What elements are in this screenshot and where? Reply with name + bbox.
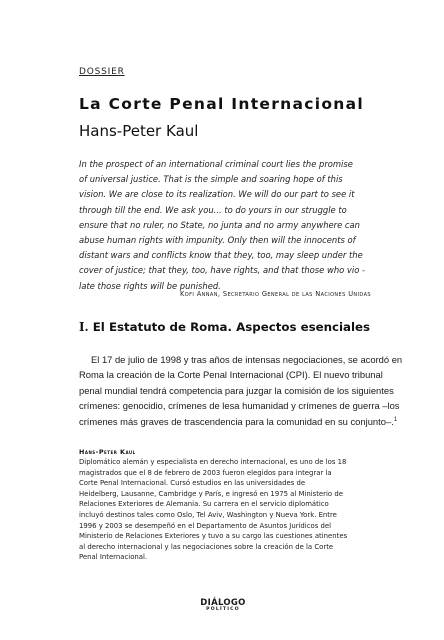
body-line: El 17 de julio de 1998 y tras años de intensas negociaciones, se acordó en bbox=[91, 354, 403, 365]
body-paragraph bbox=[79, 352, 403, 429]
bio-line: Relaciones Exteriores de Alemania. Su carrera en el servicio diplomático bbox=[79, 500, 329, 509]
epigraph-line: of universal justice. That is the simple and soaring hope of this bbox=[79, 174, 343, 185]
epigraph-line: vision. We are close to its realization. We will do our part to see it bbox=[79, 189, 355, 200]
body-line: penal mundial tendrá competencia para juzgar la comisión de los siguientes bbox=[79, 384, 394, 396]
bio-text bbox=[79, 457, 375, 563]
logo-top-text: DIÁLOGO bbox=[200, 598, 246, 608]
bio-line: incluyó destinos tales como Oslo, Tel Aviv, Washington y Nueva York. Entre bbox=[79, 510, 337, 519]
body-line-text: crímenes más graves de trascendencia para la comunidad en su conjunto–. bbox=[79, 415, 394, 427]
section-label: DOSSIER bbox=[79, 67, 125, 77]
bio-line: Ministerio de Relaciones Exteriores y tuvo a su cargo las cuestiones atinentes bbox=[79, 532, 348, 541]
epigraph-line: through till the end. We ask you... to do yours in our struggle to bbox=[79, 204, 347, 215]
footnote-reference[interactable]: 1 bbox=[393, 416, 398, 423]
section-heading-text: El Estatuto de Roma. Aspectos esenciales bbox=[92, 320, 371, 334]
publication-logo bbox=[196, 598, 250, 612]
bio-line: magistrados que el 8 de febrero de 2003 fueron elegidos para integrar la bbox=[79, 468, 332, 477]
epigraph bbox=[79, 157, 371, 294]
article-title: La Corte Penal Internacional bbox=[79, 95, 365, 113]
bio-line: Diplomático alemán y especialista en derecho internacional, es uno de los 18 bbox=[79, 458, 347, 466]
bio-line: 1996 y 2003 se desempeñó en el Departamento de Asuntos Jurídicos del bbox=[79, 521, 332, 530]
bio-line: al derecho internacional y las negociaciones sobre la creación de la Corte bbox=[79, 542, 334, 551]
bio-line: Heidelberg, Lausanne, Cambridge y París, e ingresó en 1975 al Ministerio de bbox=[79, 489, 343, 498]
epigraph-line: distant wars and conflicts know that they, too, may sleep under the bbox=[79, 250, 363, 261]
bio-line: Corte Penal Internacional. Cursó estudios en las universidades de bbox=[79, 479, 306, 488]
article-author: Hans-Peter Kaul bbox=[79, 122, 199, 140]
body-line: Roma la creación de la Corte Penal Internacional (CPI). El nuevo tribunal bbox=[79, 369, 383, 381]
bio-line: Penal Internacional. bbox=[79, 553, 148, 562]
body-line: crímenes: genocidio, crímenes de lesa humanidad y crímenes de guerra –los bbox=[79, 400, 400, 412]
epigraph-line: ensure that no ruler, no State, no junta and no army anywhere can bbox=[79, 219, 360, 230]
section-heading bbox=[79, 320, 370, 334]
epigraph-line: late those rights will be punished. bbox=[79, 280, 221, 291]
section-heading-number: I. bbox=[79, 320, 89, 334]
body-line-last bbox=[79, 414, 398, 429]
epigraph-attribution: Kofi Annan, Secretario General de las Naciones Unidas bbox=[180, 290, 371, 298]
epigraph-line: In the prospect of an international criminal court lies the promise bbox=[79, 159, 353, 169]
logo-bottom-text: POLÍTICO bbox=[206, 607, 240, 612]
bio-name: Hans-Peter Kaul bbox=[79, 448, 136, 456]
epigraph-line: cover of justice; that they, too, have rights, and that those who vio - bbox=[79, 265, 366, 276]
epigraph-line: abuse human rights with impunity. Only then will the innocents of bbox=[79, 235, 356, 246]
